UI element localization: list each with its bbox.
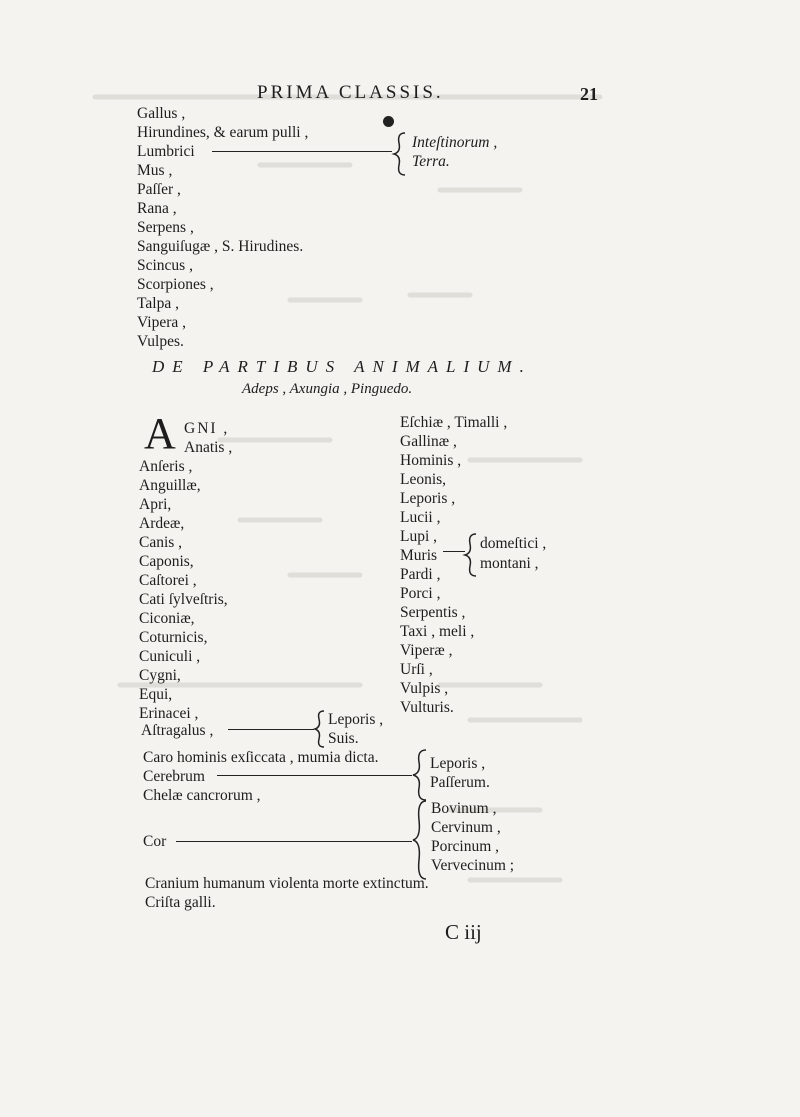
list-item: Leonis, [400,471,447,488]
section-subheading: Adeps , Axungia , Pinguedo. [242,381,413,397]
entry-line: Caro hominis exſiccata , mumia dicta. [143,749,379,766]
list-item: Canis , [139,534,183,551]
cor-kind: Bovinum , [431,800,497,817]
list-item: Sanguiſugæ , S. Hirudines. [137,238,304,255]
leader-line [176,841,412,842]
ink-spot-icon [383,116,394,127]
list-item: Caſtorei , [139,572,197,589]
caro-kind: Leporis , [430,755,486,772]
page-number: 21 [580,84,598,104]
list-item: Gallinæ , [400,433,457,450]
cor-kinds [431,799,514,875]
lumbrici-kind: Terra. [412,153,450,170]
list-item: Anatis , [184,439,233,456]
animal-list [137,104,308,351]
list-item: Cygni, [139,667,181,684]
list-item: Erinacei , [139,705,199,722]
list-item: Ardeæ, [139,515,185,532]
list-item: Serpentis , [400,604,466,621]
list-item: Anguillæ, [139,477,201,494]
leader-line [217,775,412,776]
signature-mark: C iij [445,920,482,944]
brace-icon [393,132,407,176]
leader-line [443,551,465,552]
list-item: Hominis , [400,452,462,469]
list-item: Lucii , [400,509,441,526]
list-item: Caponis, [139,553,194,570]
list-item: Cati ſylveſtris, [139,591,228,608]
muris-kind: domeſtici , [480,535,547,552]
astragalus-kind: Suis. [328,730,359,747]
leader-line [212,151,392,152]
list-item: Apri, [139,496,172,513]
list-item: Equi, [139,686,173,703]
cor-kind: Porcinum , [431,838,500,855]
list-item: Eſchiæ , Timalli , [400,414,508,431]
list-item: Cuniculi , [139,648,201,665]
list-item: Vulpes. [137,333,184,350]
list-item: Lupi , [400,528,438,545]
list-item: Porci , [400,585,441,602]
brace-icon [314,710,326,748]
list-item: Viperæ , [400,642,453,659]
list-item: Vulpis , [400,680,449,697]
muris-kind: montani , [480,555,539,572]
entry-line: Criſta galli. [145,894,216,911]
list-item: Talpa , [137,295,179,312]
lumbrici-kind: Inteſtinorum , [412,134,498,151]
section-heading: DE PARTIBUS ANIMALIUM. [152,357,532,376]
entry-label: Aſtragalus , [141,722,214,739]
list-item: Mus , [137,162,173,179]
list-item: Muris [400,547,438,564]
list-item: Pardi , [400,566,441,583]
list-item: Anſeris , [139,458,193,475]
adeps-left-column [139,457,228,723]
brace-icon [412,749,428,801]
brace-icon [412,800,428,880]
entry-label: Cor [143,833,167,850]
entry-label: Cerebrum [143,768,205,785]
list-item: Scorpiones , [137,276,214,293]
entry-line: Chelæ cancrorum , [143,787,261,804]
list-item: Scincus , [137,257,193,274]
list-item: Ciconiæ, [139,610,195,627]
list-item: Lumbrici [137,143,195,160]
caro-kind: Paſſerum. [430,774,490,791]
astragalus-kind: Leporis , [328,711,384,728]
entry-line: Cranium humanum violenta morte extinctum. [145,875,429,892]
list-item: GNI , [184,420,230,437]
list-item: Serpens , [137,219,194,236]
list-item: Vipera , [137,314,186,331]
drop-capital: A [144,409,176,458]
list-item: Gallus , [137,105,186,122]
list-item: Hirundines, & earum pulli , [137,124,309,141]
list-item: Paſſer , [137,181,181,198]
list-item: Vulturis. [400,699,454,716]
running-header-title: PRIMA CLASSIS. [257,82,444,103]
list-item: Urſi , [400,661,433,678]
list-item: Leporis , [400,490,456,507]
list-item: Taxi , meli , [400,623,475,640]
list-item: Coturnicis, [139,629,208,646]
cor-kind: Vervecinum ; [431,857,515,874]
cor-kind: Cervinum , [431,819,501,836]
leader-line [228,729,314,730]
list-item: Rana , [137,200,177,217]
brace-icon [464,533,478,577]
